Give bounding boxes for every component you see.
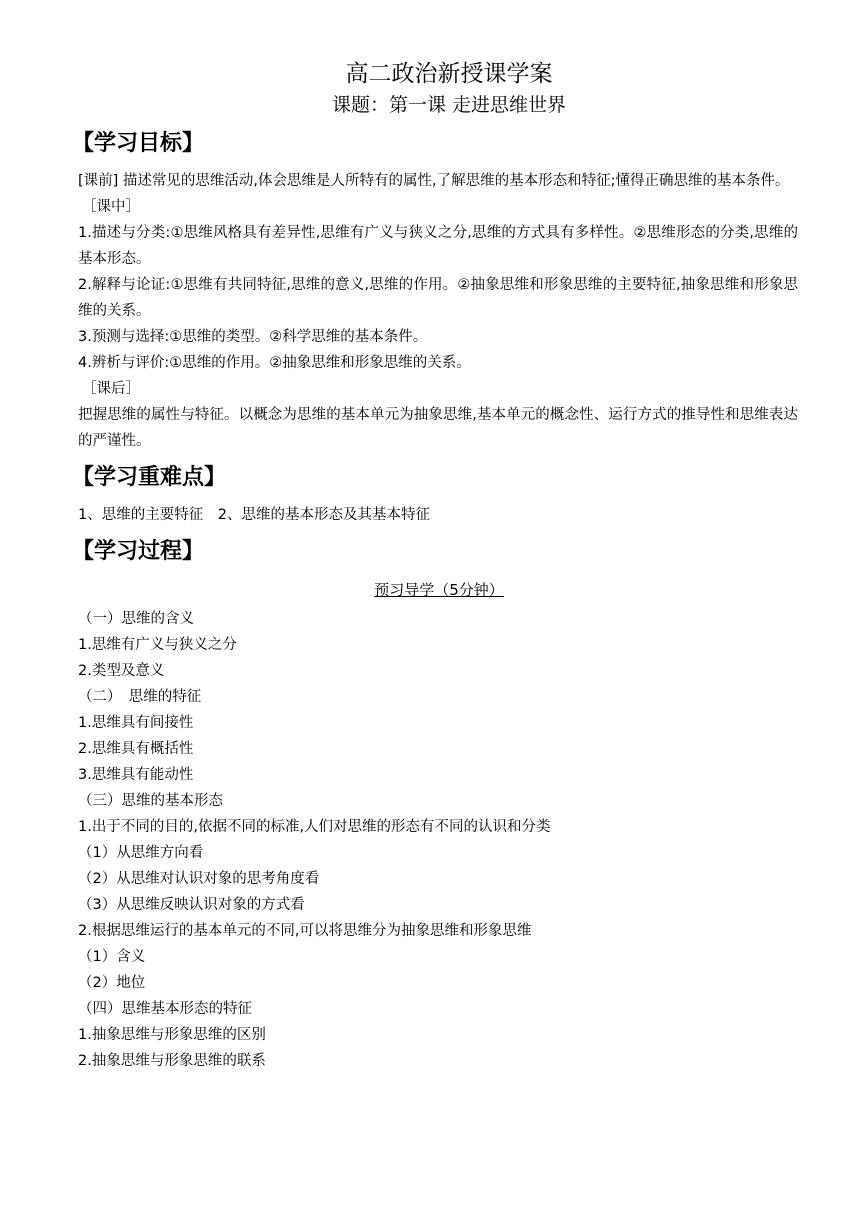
objectives-heading: 【学习目标】 [72,131,205,156]
list-item: 1.思维有广义与狭义之分 [78,637,237,653]
list-item: 3.思维具有能动性 [78,767,194,783]
objective-line: [课前] 描述常见的思维活动,体会思维是人所特有的属性,了解思维的基本形态和特征;懂得正确思维的基本条件。 [78,173,790,189]
preview-title: 预习导学（5分钟） [374,581,504,599]
objectives-section [78,168,798,454]
list-item: 2.根据思维运行的基本单元的不同,可以将思维分为抽象思维和形象思维 [78,923,532,939]
list-item: 2.类型及意义 [78,663,165,679]
key-points-section [78,502,798,528]
list-item: （1）含义 [78,949,146,965]
key-points-heading: 【学习重难点】 [72,465,227,490]
list-item: 1.出于不同的目的,依据不同的标准,人们对思维的形态有不同的认识和分类 [78,819,551,835]
list-item: （三）思维的基本形态 [78,793,223,809]
list-item: （2）从思维对认识对象的思考角度看 [78,871,320,887]
objective-line: 把握思维的属性与特征。以概念为思维的基本单元为抽象思维,基本单元的概念性、运行方式的推导性和思维表达的严谨性。 [78,407,798,449]
objective-line: 4.辨析与评价:①思维的作用。②抽象思维和形象思维的关系。 [78,355,471,371]
list-item: （2）地位 [78,975,146,991]
list-item: （一）思维的含义 [78,611,194,627]
list-item: （四）思维基本形态的特征 [78,1001,252,1017]
document-title: 高二政治新授课学案 [345,61,553,87]
list-item: （3）从思维反映认识对象的方式看 [78,897,305,913]
list-item: 2.抽象思维与形象思维的联系 [78,1053,266,1069]
process-list [78,606,798,1074]
document-page [72,58,798,1074]
key-points-text: 1、思维的主要特征 2、思维的基本形态及其基本特征 [78,507,430,523]
objective-line: 3.预测与选择:①思维的类型。②科学思维的基本条件。 [78,329,428,345]
objective-line: 1.描述与分类:①思维风格具有差异性,思维有广义与狭义之分,思维的方式具有多样性。②思维形态的分类,思维的基本形态。 [78,225,798,267]
list-item: 1.抽象思维与形象思维的区别 [78,1027,266,1043]
list-item: 2.思维具有概括性 [78,741,194,757]
process-heading: 【学习过程】 [72,539,205,564]
list-item: （1）从思维方向看 [78,845,204,861]
objective-line: ［课后］ [82,381,140,397]
objective-line: ［课中］ [82,199,140,215]
list-item: 1.思维具有间接性 [78,715,194,731]
lesson-subtitle: 课题：第一课 走进思维世界 [331,94,567,116]
objective-line: 2.解释与论证:①思维有共同特征,思维的意义,思维的作用。②抽象思维和形象思维的主要特征,抽象思维和形象思维的关系。 [78,277,798,319]
list-item: （二） 思维的特征 [78,689,202,705]
